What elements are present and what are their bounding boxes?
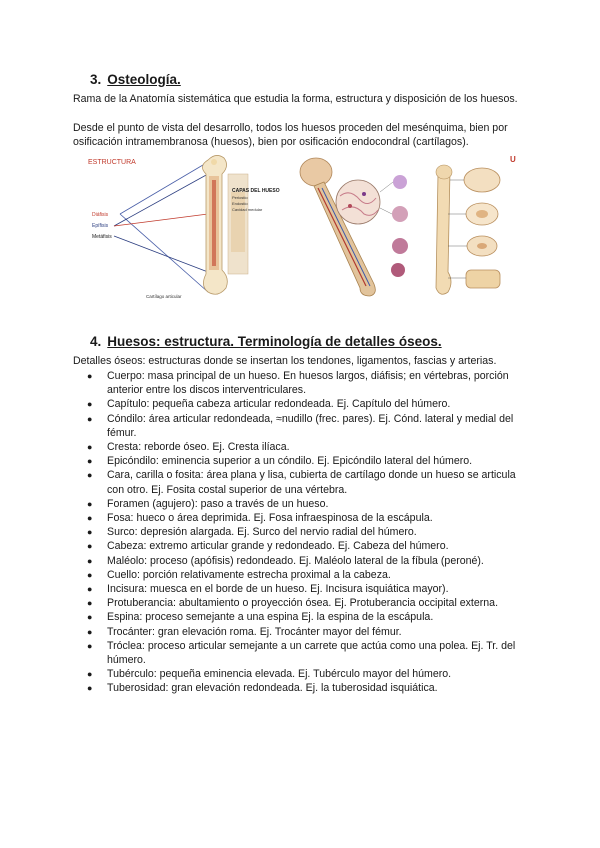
- list-item: ● Surco: depresión alargada. Ej. Surco del nervio radial del húmero.: [87, 526, 417, 539]
- bullet-icon: ●: [87, 569, 93, 580]
- long-bone-illustration: [80, 152, 294, 302]
- cell-2: [392, 206, 408, 222]
- bullet-icon: ●: [87, 598, 93, 609]
- figure-left-title: ESTRUCTURA: [88, 159, 136, 166]
- list-item: ● Trocánter: gran elevación roma. Ej. Trocánter mayor del fémur.: [87, 625, 402, 638]
- list-item: ● Foramen (agujero): paso a través de un hueso.: [87, 497, 329, 510]
- list-item: ● Protuberancia: abultamiento o proyección ósea. Ej. Protuberancia occipital externa.: [87, 597, 499, 610]
- list-item: ● Epicóndilo: eminencia superior a un cóndilo. Ej. Epicóndilo lateral del húmero.: [87, 455, 473, 468]
- section-4-intro: Detalles óseos: estructuras donde se insertan los tendones, ligamentos, fascias y arterias.: [73, 355, 497, 367]
- bullet-icon: ●: [87, 399, 93, 410]
- section-3-paragraph-1: Rama de la Anatomía sistemática que estudia la forma, estructura y disposición de los huesos.: [73, 93, 518, 105]
- list-item: ● Tubérculo: pequeña eminencia elevada. Ej. Tubérculo mayor del húmero.: [87, 668, 452, 681]
- femur-tissue-illustration: [294, 152, 418, 302]
- section-3-paragraph-2: Desde el punto de vista del desarrollo, todos los huesos proceden del mesénquima, bien por osificación intramembranosa (huesos), bien por osificación endocondral (cartílagos).: [73, 122, 508, 148]
- list-item: ● Incisura: muesca en el borde de un hueso. Ej. Incisura isquiática mayor).: [87, 583, 449, 596]
- section-4-number: 4.: [90, 334, 102, 349]
- slice-1: [464, 168, 500, 192]
- bullet-icon: ●: [87, 612, 93, 623]
- long-bone: [436, 166, 451, 294]
- bullet-icon: ●: [87, 541, 93, 552]
- list-item: ● Cóndilo: área articular redondeada, ≈nudillo (frec. pares). Ej. Cónd. lateral y medial del fémur.: [87, 412, 514, 439]
- list-item: ● Cuerpo: masa principal de un hueso. En huesos largos, diáfisis; en vértebras, porción anterior entre los discos interventriculares.: [87, 370, 509, 397]
- bone-structure-diagram-left: [80, 152, 294, 302]
- bone-structure-figures: [80, 152, 518, 304]
- bullet-icon: ●: [87, 683, 93, 694]
- cell-4: [391, 263, 405, 277]
- femur-head: [300, 158, 332, 186]
- bullet-icon: ●: [87, 413, 93, 424]
- bullet-icon: ●: [87, 584, 93, 595]
- bullet-icon: ●: [87, 513, 93, 524]
- list-item: ● Fosa: hueco o área deprimida. Ej. Fosa infraespinosa de la escápula.: [87, 512, 433, 525]
- list-item: ● Cuello: porción relativamente estrecha proximal a la cabeza.: [87, 568, 391, 581]
- list-item: ● Maléolo: proceso (apófisis) redondeado. Ej. Maléolo lateral de la fíbula (peroné).: [87, 554, 484, 567]
- label-periostio: Periostio: [232, 195, 248, 200]
- bullet-icon: ●: [87, 640, 93, 651]
- section-3-title: Osteología.: [107, 72, 181, 87]
- label-endostio: Endostio: [232, 201, 248, 206]
- bullet-icon: ●: [87, 555, 93, 566]
- list-item: ● Tuberosidad: gran elevación redondeada. Ej. la tuberosidad isquiática.: [87, 682, 438, 695]
- label-metafisis: Metáfisis: [92, 234, 112, 240]
- femur-with-insets: [294, 152, 418, 302]
- spongy-bone-inset: [336, 180, 380, 224]
- marrow-vessel: [212, 180, 216, 266]
- bone-details-list: [73, 369, 533, 696]
- label-epifisis: Epífisis: [92, 223, 109, 229]
- list-item: ● Cresta: reborde óseo. Ej. Cresta ilíaca.: [87, 441, 290, 454]
- bullet-icon: ●: [87, 626, 93, 637]
- cell-3: [392, 238, 408, 254]
- figure-right-corner-mark: U: [510, 155, 516, 164]
- section-3-heading: [90, 72, 181, 87]
- list-item: ● Tróclea: proceso articular semejante a un carrete que actúa como una polea. Ej. Tr. del húmero.: [87, 639, 516, 667]
- bullet-icon: ●: [87, 498, 93, 509]
- list-item: ● Cara, carilla o fosita: área plana y lisa, cubierta de cartílago donde un hueso se articula con otro. Ej. Fosita costal superior de una vértebra.: [87, 469, 516, 496]
- bullet-icon: ●: [87, 456, 93, 467]
- label-cartilago-articular: Cartílago articular: [146, 294, 182, 299]
- label-diafisis: Diáfisis: [92, 212, 109, 218]
- bullet-icon: ●: [87, 527, 93, 538]
- section-4-title: Huesos: estructura. Terminología de detalles óseos.: [107, 334, 442, 349]
- label-cavidad-medular: Cavidad medular: [232, 207, 263, 212]
- bone-sections-illustration: [418, 152, 518, 302]
- label-capas-hueso: CAPAS DEL HUESO: [232, 188, 280, 194]
- bullet-icon: ●: [87, 470, 93, 481]
- list-item: ● Espina: proceso semejante a una espina Ej. la espina de la escápula.: [87, 611, 434, 624]
- section-4-heading: [90, 334, 442, 349]
- cell-1: [393, 175, 407, 189]
- slice-4: [466, 270, 500, 288]
- bullet-icon: ●: [87, 669, 93, 680]
- list-item: ● Capítulo: pequeña cabeza articular redondeada. Ej. Capítulo del húmero.: [87, 398, 451, 411]
- section-3-number: 3.: [90, 72, 102, 87]
- bullet-icon: ●: [87, 371, 93, 381]
- list-item: ● Cabeza: extremo articular grande y redondeado. Ej. Cabeza del húmero.: [87, 540, 449, 553]
- bone-slices: [418, 152, 518, 302]
- bullet-icon: ●: [87, 442, 93, 453]
